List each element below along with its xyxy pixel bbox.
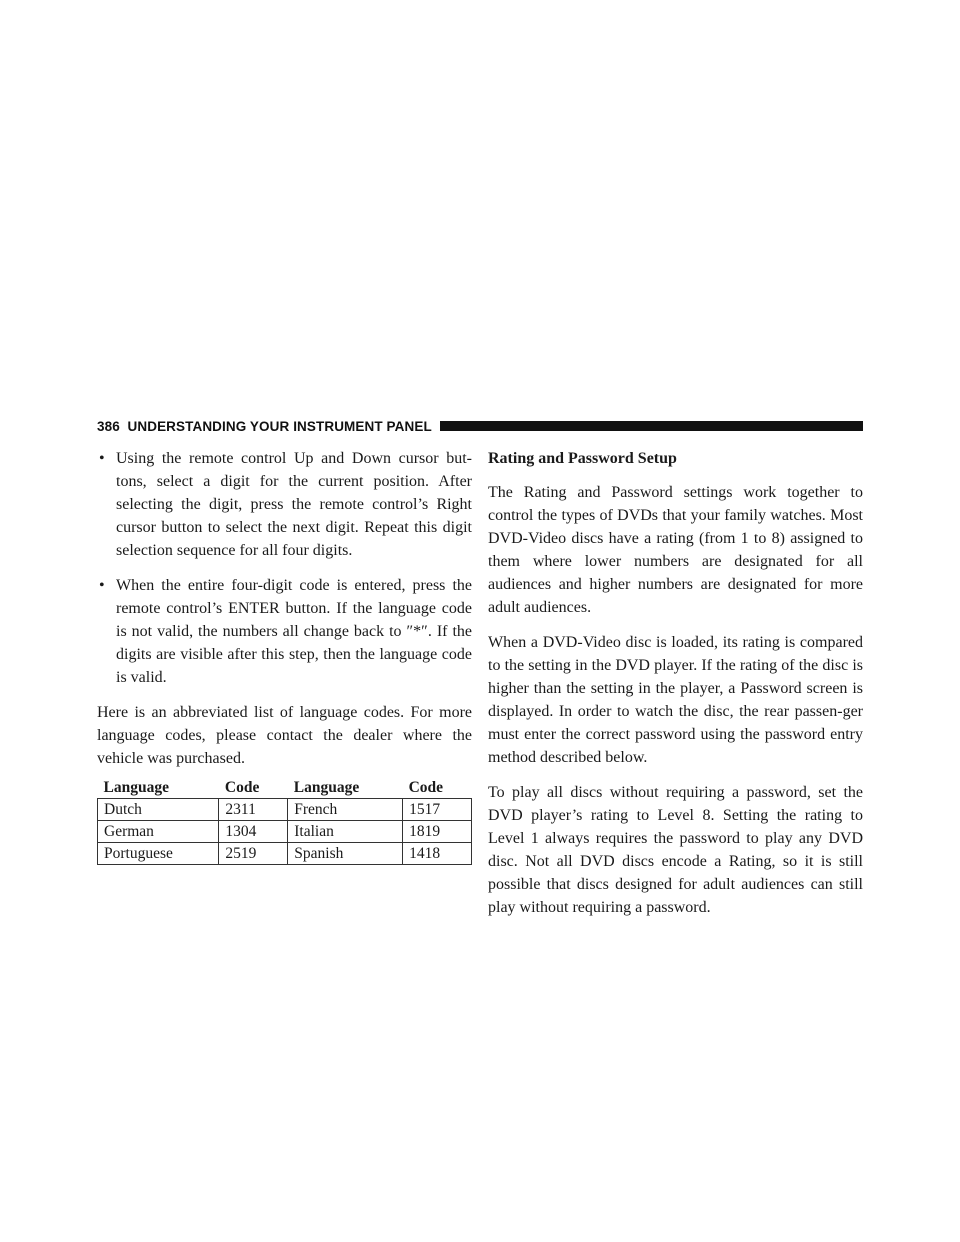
table-row [98,843,472,865]
table-row [98,799,472,821]
table-cell: 2519 [219,843,288,865]
right-column [488,447,863,931]
column-header: Code [219,776,288,799]
bullet-item [97,574,472,689]
bullet-mark: • [99,450,105,467]
column-header: Language [288,776,403,799]
table-cell: Spanish [288,843,403,865]
language-code-table [97,776,472,865]
table-cell: 1418 [403,843,472,865]
table-cell: German [98,821,219,843]
table-cell: 2311 [219,799,288,821]
column-header: Language [98,776,219,799]
header-rule [440,421,863,431]
header-text [97,419,432,434]
section-title: UNDERSTANDING YOUR INSTRUMENT PANEL [127,418,432,434]
intro-paragraph: Here is an abbreviated list of language codes. For more language codes, please contact the dealer where the vehicle was purchased. [97,704,472,767]
table-cell: Italian [288,821,403,843]
table-cell: 1517 [403,799,472,821]
table-row [98,821,472,843]
table-cell: 1819 [403,821,472,843]
table-header-row [98,776,472,799]
bullet-item [97,447,472,562]
table-cell: Dutch [98,799,219,821]
section-heading: Rating and Password Setup [488,450,677,467]
page-header [97,417,863,435]
page-number: 386 [97,418,120,434]
table-cell: 1304 [219,821,288,843]
table-cell: Portuguese [98,843,219,865]
body-paragraph: To play all discs without requiring a password, set the DVD player’s rating to Level 8. Setting the rating to Level 1 always requires the password to play any DVD disc. Not all DVD discs encode a Rating, so it is still possible that discs designed for adult audiences can still play without requiring a password. [488,784,863,916]
bullet-text: When the entire four-digit code is entered, press the remote control’s ENTER button. If the language code is not valid, the numbers all change back to ″*″. If the digits are visible after this step, then the language code is valid. [116,577,472,686]
bullet-text: Using the remote control Up and Down cursor but-tons, select a digit for the current position. After selecting the digit, press the remote control’s Right cursor button to select the next digit. Repeat this digit selection sequence for all four digits. [116,450,472,559]
table-cell: French [288,799,403,821]
body-paragraph: The Rating and Password settings work together to control the types of DVDs that your family watches. Most DVD-Video discs have a rating (from 1 to 8) assigned to them where lower numbers are designated for all audiences and higher numbers are designated for more adult audiences. [488,484,863,616]
column-header: Code [403,776,472,799]
left-column [97,447,472,865]
body-paragraph: When a DVD-Video disc is loaded, its rating is compared to the setting in the DVD player. If the rating of the disc is higher than the setting in the player, a Password screen is displayed. In order to watch the disc, the rear passen-ger must enter the correct password using the password entry method described below. [488,634,863,766]
bullet-mark: • [99,577,105,594]
